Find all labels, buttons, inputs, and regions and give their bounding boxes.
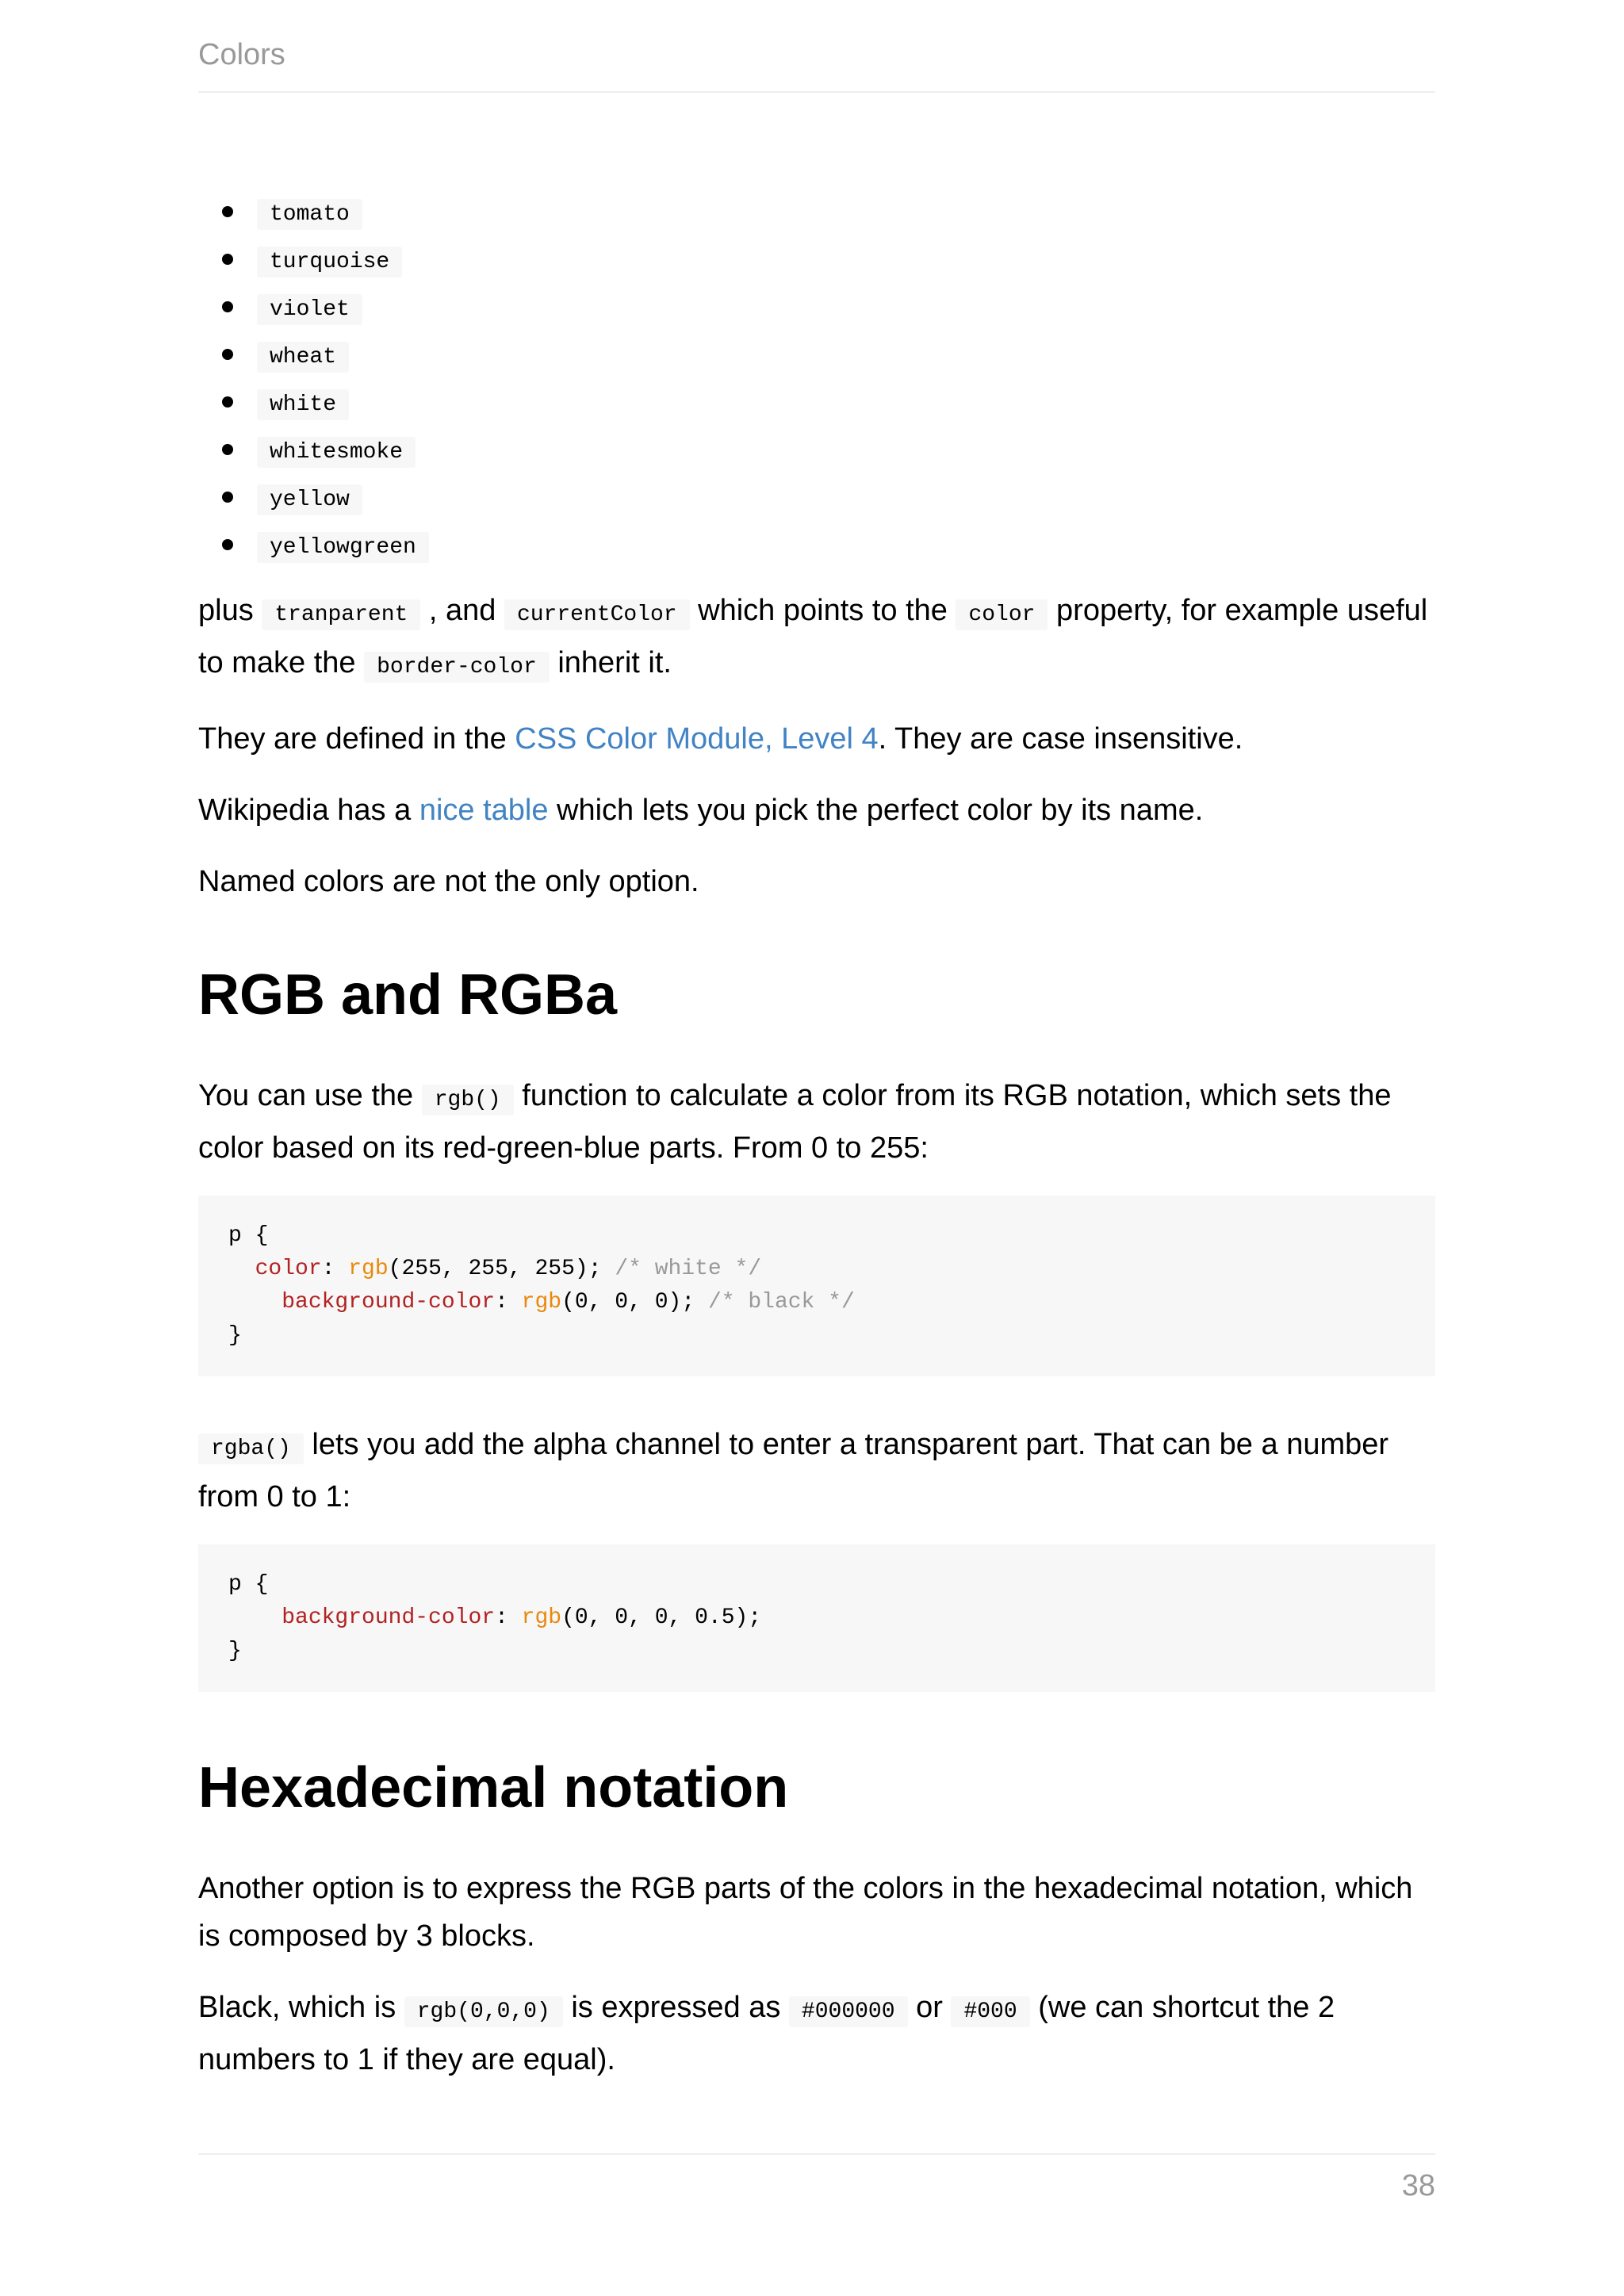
code-line: p { [228,1572,269,1597]
code-line: p { [228,1223,269,1248]
text: You can use the [198,1079,422,1112]
code-args: (0, 0, 0); [561,1290,708,1314]
bullet-icon [222,301,233,312]
paragraph-hex-intro: Another option is to express the RGB parts of the colors in the hexadecimal notation, which is composed by 3 blocks. [198,1872,1413,1953]
color-name: violet [257,294,362,325]
bullet-icon [222,492,233,503]
text: They are defined in the [198,722,515,756]
text: is expressed as [562,1991,789,2024]
code-rgb: rgb() [422,1085,514,1115]
paragraph-hex-black [198,1984,1435,2084]
list-item [198,476,1435,523]
code-block-rgb: p { color: rgb(255, 255, 255); /* white */ background-color: rgb(0, 0, 0); /* black */ } [198,1196,1435,1376]
code-line: } [228,1639,242,1663]
color-name: turquoise [257,247,402,277]
code-hex-000: #000 [951,1996,1029,2027]
code-property: background-color [282,1605,496,1630]
code-function: rgb [348,1257,389,1281]
code-color: color [956,599,1048,630]
content [198,190,1435,2107]
code-function: rgb [521,1290,562,1314]
text: function to calculate a color from its RGB notation, which sets the color based on its red-green-blue parts. From 0 to 255: [198,1079,1392,1165]
bullet-icon [222,396,233,408]
code-line: } [228,1323,242,1348]
text: which lets you pick the perfect color by its name. [548,794,1204,827]
bullet-icon [222,444,233,455]
text: Black, which is [198,1991,404,2024]
code-tranparent: tranparent [262,599,420,630]
code-rgb-000: rgb(0,0,0) [404,1996,563,2027]
code-function: rgb [521,1605,562,1630]
code-property: color [255,1257,322,1281]
list-item [198,190,1435,238]
bullet-icon [222,349,233,360]
paragraph-rgb-intro [198,1072,1435,1172]
text: , and [420,594,504,627]
text: or [907,1991,952,2024]
code-args: (255, 255, 255); [388,1257,615,1281]
text: inherit it. [549,646,672,679]
list-item [198,428,1435,476]
color-name: yellowgreen [257,532,429,563]
css-color-module-link[interactable]: CSS Color Module, Level 4 [515,722,879,756]
color-name: yellow [257,484,362,515]
color-name: tomato [257,199,362,230]
page-number: 38 [1401,2169,1435,2202]
list-item [198,333,1435,381]
running-header [198,38,1435,93]
code-block-rgba: p { background-color: rgb(0, 0, 0, 0.5); } [198,1544,1435,1692]
text: (we can shortcut the 2 numbers to 1 if they are equal). [198,1991,1335,2076]
color-name: white [257,389,349,420]
color-name: wheat [257,342,349,373]
nice-table-link[interactable]: nice table [419,794,549,827]
text: lets you add the alpha channel to enter a transparent part. That can be a number from 0 to 1: [198,1428,1389,1513]
list-item [198,381,1435,428]
heading-rgb: RGB and RGBa [198,963,618,1027]
paragraph-defined [198,715,1435,763]
list-item [198,238,1435,285]
heading-hex: Hexadecimal notation [198,1756,789,1820]
text: . They are case insensitive. [878,722,1243,756]
paragraph-rgba [198,1421,1435,1521]
color-name: whitesmoke [257,437,416,468]
text: which points to the [689,594,956,627]
list-item [198,523,1435,571]
bullet-icon [222,539,233,550]
paragraph-named: Named colors are not the only option. [198,865,699,898]
code-hex-000000: #000000 [789,1996,908,2027]
code-comment: /* white */ [615,1257,762,1281]
page [198,0,1435,2296]
text: Wikipedia has a [198,794,419,827]
named-color-list [198,190,1435,571]
text: property, for example useful to make the [198,594,1428,679]
code-property: background-color [282,1290,496,1314]
list-item [198,285,1435,333]
bullet-icon [222,206,233,217]
running-footer [198,2153,1435,2155]
code-currentcolor: currentColor [504,599,690,630]
code-border-color: border-color [364,652,550,683]
code-rgba: rgba() [198,1433,304,1464]
paragraph-plus [198,587,1435,691]
chapter-title: Colors [198,38,285,71]
code-args: (0, 0, 0, 0.5); [561,1605,762,1630]
code-comment: /* black */ [707,1290,855,1314]
paragraph-wikipedia [198,786,1435,834]
bullet-icon [222,254,233,265]
text: plus [198,594,262,627]
